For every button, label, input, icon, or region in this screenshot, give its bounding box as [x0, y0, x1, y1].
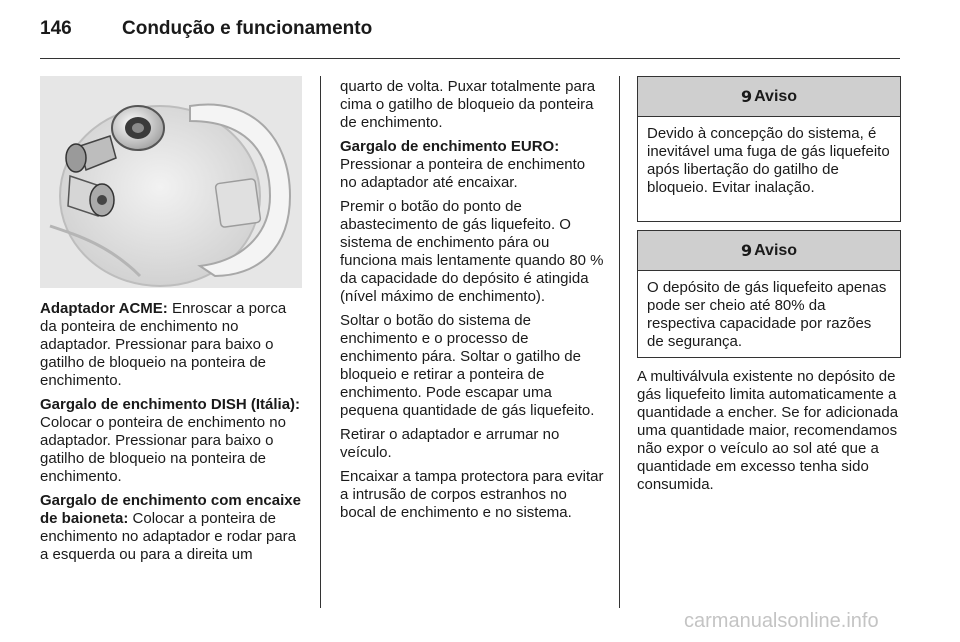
warning-title: Aviso — [754, 87, 798, 105]
paragraph-release-button: Soltar o botão do sistema de enchimento e o processo de enchimento pára. Soltar o gatilho de bloqueio e retirar a ponteira de enchimento. Pode escapar uma pequena quantidade de gás liquefeito. — [340, 312, 595, 419]
warning-body: O depósito de gás liquefeito apenas pode ser cheio até 80% da respectiva capacidade por razões de segurança. — [647, 279, 887, 350]
fuel-filler-adapter-illustration — [40, 76, 302, 288]
header-rule — [40, 58, 900, 59]
euro-filler-text: Pressionar a ponteira de enchimento no adaptador até encaixar. — [340, 156, 586, 191]
paragraph-remove-adapter: Retirar o adaptador e arrumar no veículo. — [340, 426, 560, 461]
fuel-filler-adapter-icon — [40, 76, 302, 288]
text-column-middle — [340, 78, 605, 528]
warning-header — [638, 231, 900, 271]
warning-triangle-icon: 9 — [740, 241, 753, 260]
paragraph-quarter-turn: quarto de volta. Puxar totalmente para cima o gatilho de bloqueio da ponteira de enchimento. — [340, 78, 596, 131]
warning-box-leak — [637, 76, 901, 222]
euro-filler-label: Gargalo de enchimento EURO: — [340, 138, 560, 155]
page-number: 146 — [40, 18, 72, 39]
watermark: carmanualsonline.info — [684, 610, 879, 632]
paragraph-multivalve: A multiválvula existente no depósito de gás liquefeito limita automaticamente a quantidade a encher. Se for adicionada uma quantidade maior, recomendamos não expor o veículo ao sol até que a quantidade em excesso tenha sido consumida. — [637, 368, 899, 493]
page-header — [40, 18, 900, 48]
warning-header — [638, 77, 900, 117]
warning-body: Devido à concepção do sistema, é inevitável uma fuga de gás liquefeito após libertação do gatilho de bloqueio. Evitar inalação. — [647, 125, 890, 196]
bayonet-filler-text: Colocar a ponteira de enchimento no adaptador e rodar para a esquerda ou para a direita um — [40, 510, 297, 563]
paragraph-bayonet-filler — [40, 492, 305, 564]
acme-adapter-label: Adaptador ACME: — [40, 300, 168, 317]
warning-box-capacity — [637, 230, 901, 358]
paragraph-acme-adapter — [40, 300, 305, 390]
warning-title: Aviso — [754, 241, 798, 259]
warning-triangle-icon: 9 — [740, 87, 753, 106]
column-divider-left — [320, 76, 321, 608]
paragraph-euro-filler — [340, 138, 605, 192]
bayonet-filler-label: Gargalo de enchimento com encaixe de baioneta: — [40, 492, 301, 527]
column-divider-right — [619, 76, 620, 608]
dish-filler-label: Gargalo de enchimento DISH (Itália): — [40, 396, 301, 413]
dish-filler-text: Colocar o ponteira de enchimento no adaptador. Pressionar para baixo o gatilho de bloqueio na ponteira de enchimento. — [40, 414, 286, 485]
acme-adapter-text: Enroscar a porca da ponteira de enchimento no adaptador. Pressionar para baixo o gatilho de bloqueio na ponteira de enchimento. — [40, 300, 287, 389]
section-title: Condução e funcionamento — [122, 18, 373, 39]
text-column-left — [40, 300, 305, 570]
text-column-right — [637, 368, 902, 500]
paragraph-dish-filler — [40, 396, 305, 486]
paragraph-fit-cap: Encaixar a tampa protectora para evitar a intrusão de corpos estranhos no bocal de enchimento e no sistema. — [340, 468, 604, 521]
paragraph-press-button: Premir o botão do ponto de abastecimento de gás liquefeito. O sistema de enchimento pára ou funciona mais lentamente quando 80 % da capacidade do depósito é atingida (nível máximo de enchimento). — [340, 198, 604, 305]
